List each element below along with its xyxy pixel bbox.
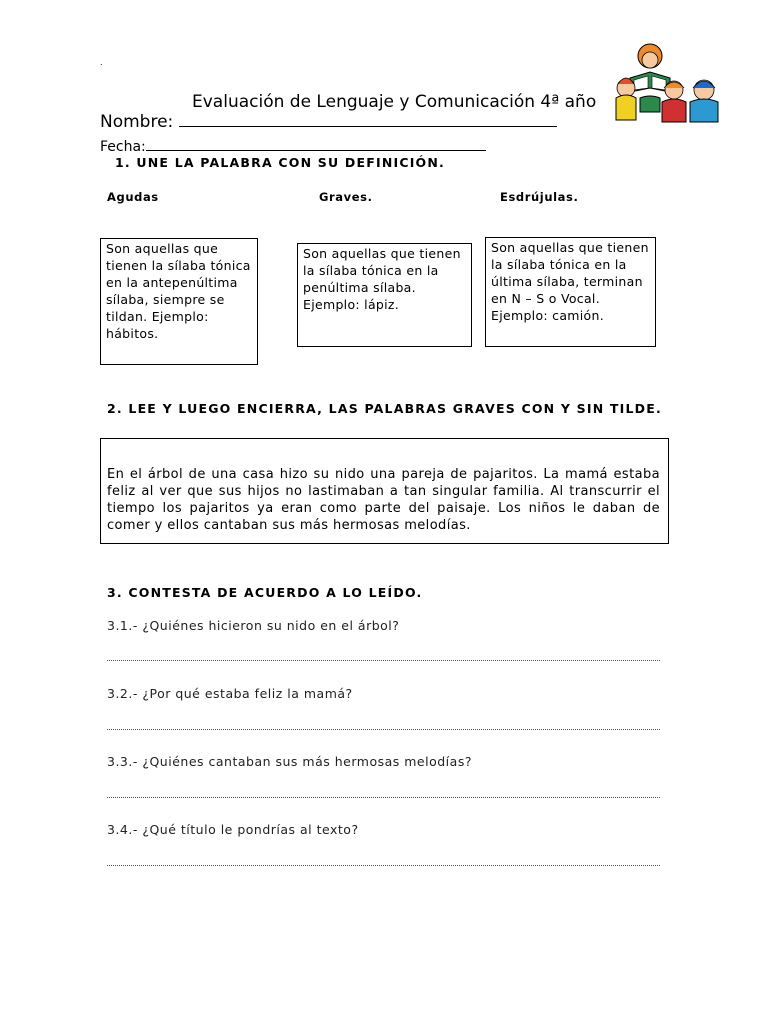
question-3: 3.3.- ¿Quiénes cantaban sus más hermosas melodías? <box>107 754 472 769</box>
section-1-heading: 1. UNE LA PALABRA CON SU DEFINICIÓN. <box>115 155 445 170</box>
definition-box-1: Son aquellas que tienen la sílaba tónica en la antepenúltima sílaba, siempre se tildan. Ejemplo: hábitos. <box>100 238 258 365</box>
page-title: Evaluación de Lenguaje y Comunicación 4ª año <box>192 92 597 112</box>
question-1: 3.1.- ¿Quiénes hicieron su nido en el árbol? <box>107 618 400 633</box>
category-agudas: Agudas <box>107 190 159 204</box>
answer-line-2[interactable] <box>107 729 660 730</box>
definition-box-3: Son aquellas que tienen la sílaba tónica en la última sílaba, terminan en N – S o Vocal. Ejemplo: camión. <box>485 237 656 347</box>
stray-dot: . <box>100 58 103 67</box>
category-esdrujulas: Esdrújulas. <box>500 190 579 204</box>
reading-passage <box>100 438 669 544</box>
name-field <box>100 112 557 132</box>
children-reading-book-icon <box>612 42 720 124</box>
section-3-heading: 3. CONTESTA DE ACUERDO A LO LEÍDO. <box>107 585 423 600</box>
question-4: 3.4.- ¿Qué título le pondrías al texto? <box>107 822 359 837</box>
category-graves: Graves. <box>319 190 373 204</box>
date-field <box>100 139 486 155</box>
name-line[interactable] <box>179 112 557 127</box>
reading-passage-text: En el árbol de una casa hizo su nido una pareja de pajaritos. La mamá estaba feliz al ver que sus hijos no lastimaban a tan singular familia. Al transcurrir el tiempo los pajaritos ya eran como parte del paisaje. Los niños le daban de comer y ellos cantaban sus más hermosas melodías. <box>107 467 660 533</box>
name-label: Nombre: <box>100 112 174 132</box>
answer-line-4[interactable] <box>107 865 660 866</box>
date-line[interactable] <box>146 140 486 151</box>
definition-box-2: Son aquellas que tienen la sílaba tónica en la penúltima sílaba. Ejemplo: lápiz. <box>297 243 472 347</box>
date-label: Fecha: <box>100 139 146 155</box>
answer-line-1[interactable] <box>107 660 660 661</box>
answer-line-3[interactable] <box>107 797 660 798</box>
question-2: 3.2.- ¿Por qué estaba feliz la mamá? <box>107 686 353 701</box>
section-2-heading: 2. LEE Y LUEGO ENCIERRA, LAS PALABRAS GRAVES CON Y SIN TILDE. <box>107 401 662 416</box>
